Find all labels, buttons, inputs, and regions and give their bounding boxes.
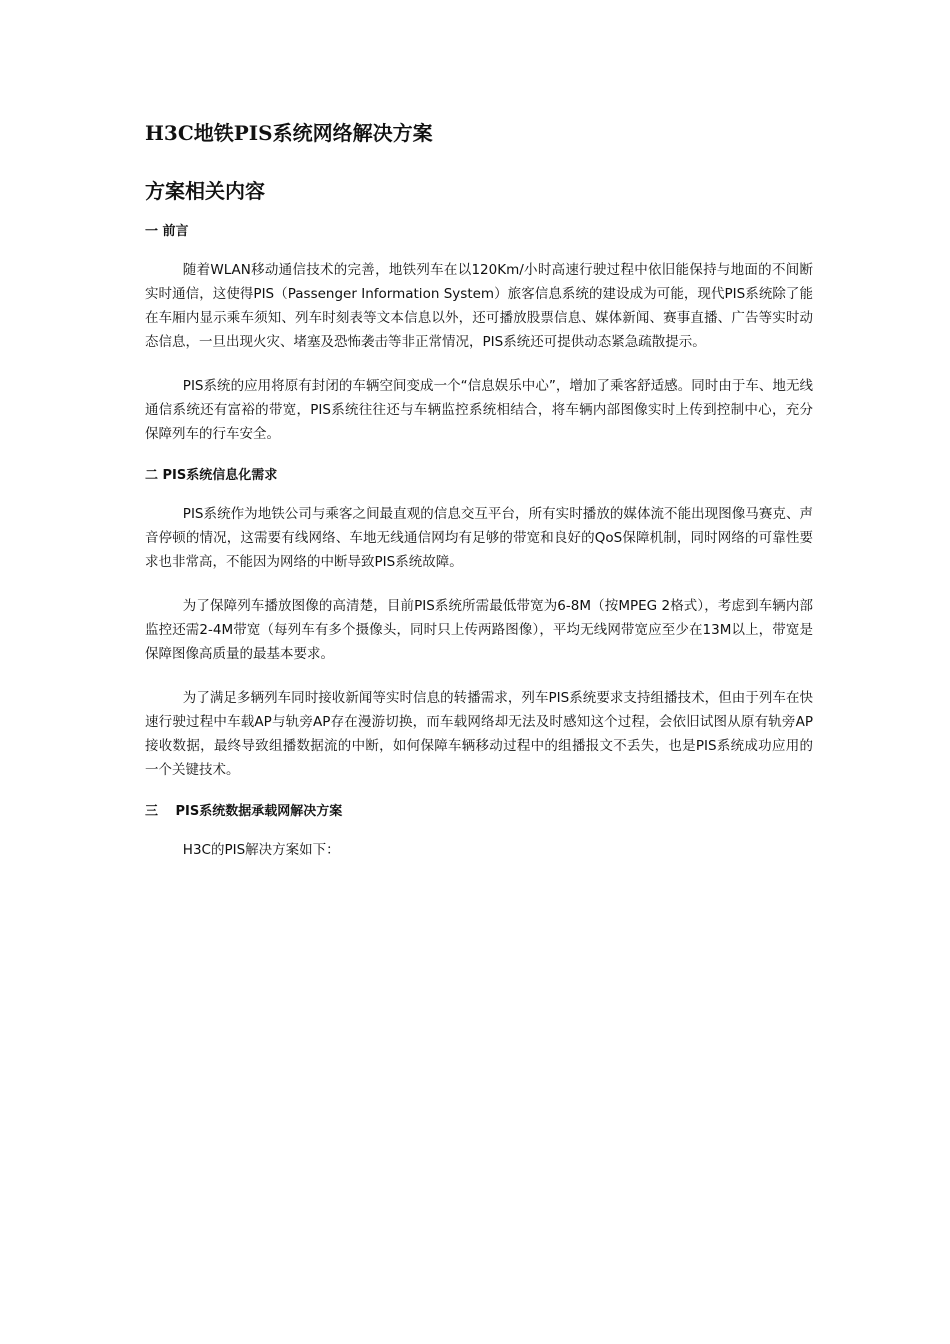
section-heading-requirements: 二 PIS系统信息化需求 (145, 468, 278, 483)
paragraph: 为了保障列车播放图像的高清楚，目前PIS系统所需最低带宽为6-8M（按MPEG 2格式），考虑到车辆内部监控还需2-4M带宽（每列车有多个摄像头，同时只上传两路图像），平均无线网带宽应至少在13M以上，带宽是保障图像高质量的最基本要求。 (145, 598, 813, 662)
section-preface (145, 222, 813, 446)
paragraph: 为了满足多辆列车同时接收新闻等实时信息的转播需求，列车PIS系统要求支持组播技术，但由于列车在快速行驶过程中车载AP与轨旁AP存在漫游切换，而车载网络却无法及时感知这个过程，会依旧试图从原有轨旁AP接收数据，最终导致组播数据流的中断，如何保障车辆移动过程中的组播报文不丢失，也是PIS系统成功应用的一个关键技术。 (145, 690, 813, 778)
section-heading-solution: 三 PIS系统数据承载网解决方案 (145, 804, 343, 819)
paragraph: PIS系统作为地铁公司与乘客之间最直观的信息交互平台，所有实时播放的媒体流不能出现图像马赛克、声音停顿的情况，这需要有线网络、车地无线通信网均有足够的带宽和良好的QoS保障机制，同时网络的可靠性要求也非常高，不能因为网络的中断导致PIS系统故障。 (145, 506, 813, 570)
section-heading-preface: 一 前言 (145, 224, 189, 239)
section-solution (145, 802, 813, 862)
section-requirements (145, 466, 813, 782)
document-body (145, 118, 813, 870)
document-title: H3C地铁PIS系统网络解决方案 (145, 121, 433, 145)
paragraph: H3C的PIS解决方案如下： (182, 842, 340, 858)
paragraph: PIS系统的应用将原有封闭的车辆空间变成一个“信息娱乐中心”，增加了乘客舒适感。同时由于车、地无线通信系统还有富裕的带宽，PIS系统往往还与车辆监控系统相结合，将车辆内部图像实时上传到控制中心，充分保障列车的行车安全。 (145, 378, 813, 442)
document-subtitle: 方案相关内容 (145, 179, 265, 203)
paragraph: 随着WLAN移动通信技术的完善，地铁列车在以120Km/小时高速行驶过程中依旧能保持与地面的不间断实时通信，这使得PIS（Passenger Information System）旅客信息系统的建设成为可能，现代PIS系统除了能在车厢内显示乘车须知、列车时刻表等文本信息以外，还可播放股票信息、媒体新闻、赛事直播、广告等实时动态信息，一旦出现火灾、堵塞及恐怖袭击等非正常情况，PIS系统还可提供动态紧急疏散提示。 (145, 262, 813, 350)
